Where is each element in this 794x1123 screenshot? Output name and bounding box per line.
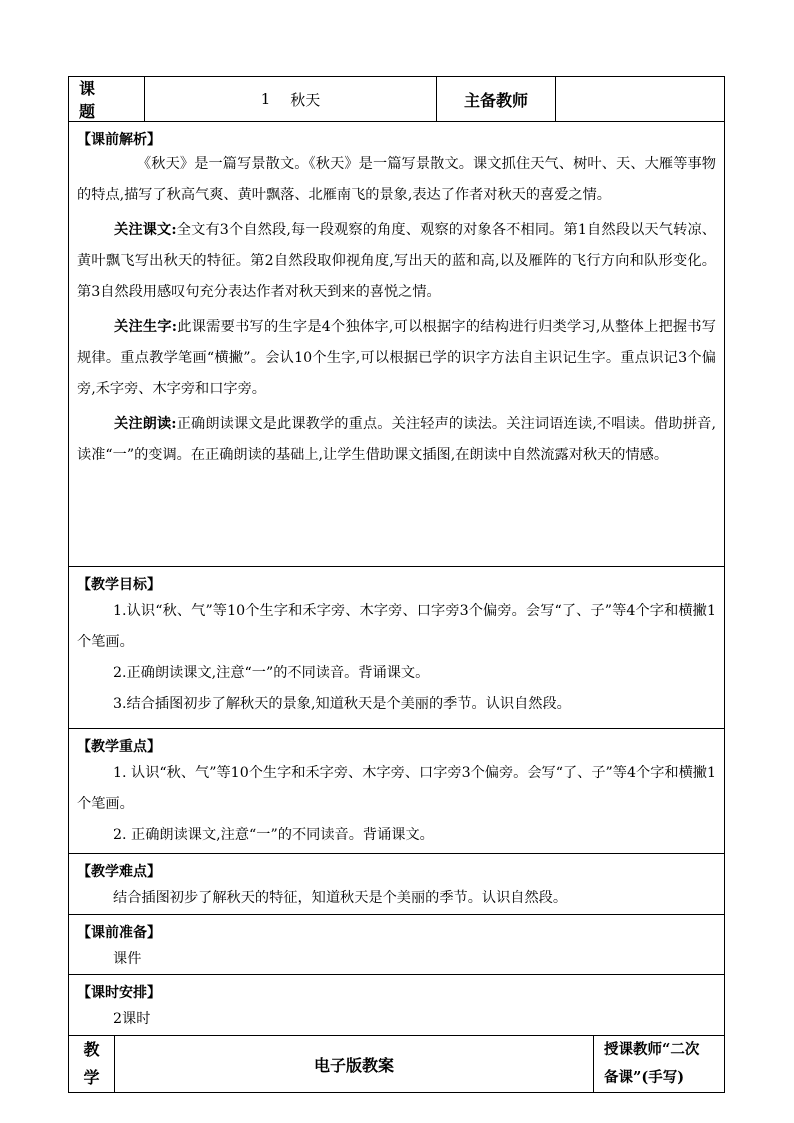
lesson-plan-table [68,76,725,1093]
goal-item: 3.结合插图初步了解秋天的景象,知道秋天是个美丽的季节。认识自然段。 [113,696,571,712]
teaching-label-char: 学 [83,1068,100,1087]
section-title: 【教学重点】 [77,739,161,755]
focus-reading-body: 正确朗读课文是此课教学的重点。关注轻声的读法。关注词语连读,不唱读。借助拼音,读准“一”的变调。在正确朗读的基础上,让学生借助课文插图,在朗读中自然流露对秋天的情感。 [77,416,716,463]
difficulties-text: 结合插图初步了解秋天的特征，知道秋天是个美丽的季节。认识自然段。 [113,890,568,906]
second-prep-line: 备课”(手写) [604,1069,685,1086]
teaching-label-char: 教 [83,1040,100,1059]
section-title: 【课前准备】 [77,925,161,941]
lesson-title: 秋天 [290,90,321,109]
key-point-item: 2. 正确朗读课文,注意“一”的不同读音。背诵课文。 [113,827,434,843]
focus-reading-label: 关注朗读: [114,416,177,432]
focus-text-label: 关注课文: [114,222,177,238]
electronic-plan-label: 电子版教案 [115,1036,594,1092]
key-points-section [69,729,724,854]
schedule-text: 2课时 [113,1011,151,1027]
main-teacher-value [556,77,724,121]
section-title: 【课时安排】 [77,985,161,1001]
analysis-paragraph: 《秋天》是一篇写景散文。《秋天》是一篇写景散文。课文抓住天气、树叶、天、大雁等事物的特点,描写了秋高气爽、黄叶飘落、北雁南飞的景象,表达了作者对秋天的喜爱之情。 [77,156,716,203]
analysis-paragraph [69,312,724,405]
key-point-item: 1. 认识“秋、气”等10个生字和禾字旁、木字旁、口字旁3个偏旁。会写“了、子”等4个字和横撇1个笔画。 [77,765,716,812]
analysis-paragraph [69,409,724,471]
preparation-text: 课件 [113,951,142,967]
section-title: 【教学难点】 [77,864,161,880]
preparation-section [69,915,724,975]
focus-text-body: 全文有3个自然段,每一段观察的角度、观察的对象各不相同。第1自然段以天气转凉、黄叶飘飞写出秋天的特征。第2自然段取仰视角度,写出天的蓝和高,以及雁阵的飞行方向和队形变化。第3自然段用感叹句充分表达作者对秋天到来的喜悦之情。 [77,222,716,300]
lesson-title-cell [145,77,437,121]
analysis-paragraph [69,215,724,308]
second-prep-line: 授课教师“二次 [604,1041,700,1058]
section-title: 【教学目标】 [77,577,161,593]
topic-label: 课 题 [69,77,145,121]
difficulties-section [69,854,724,915]
goal-item: 2.正确朗读课文,注意“一”的不同读音。背诵课文。 [113,665,430,681]
teaching-label-cell [69,1036,115,1092]
focus-chars-body: 此课需要书写的生字是4个独体字,可以根据字的结构进行归类学习,从整体上把握书写规律。重点教学笔画“横撇”。会认10个生字,可以根据已学的识字方法自主识记生字。重点识记3个偏旁,禾字旁、木字旁和口字旁。 [77,319,716,397]
footer-row [69,1036,724,1092]
lesson-number: 1 [260,90,271,108]
main-teacher-label: 主备教师 [437,77,556,121]
analysis-section [69,122,724,567]
header-row [69,77,724,122]
goal-item: 1.认识“秋、气”等10个生字和禾字旁、木字旁、口字旁3个偏旁。会写“了、子”等4个字和横撇1个笔画。 [77,603,716,650]
schedule-section [69,975,724,1036]
focus-chars-label: 关注生字: [114,319,178,335]
second-prep-label-cell [594,1036,724,1092]
goals-section [69,567,724,729]
section-title: 【课前解析】 [77,132,161,148]
